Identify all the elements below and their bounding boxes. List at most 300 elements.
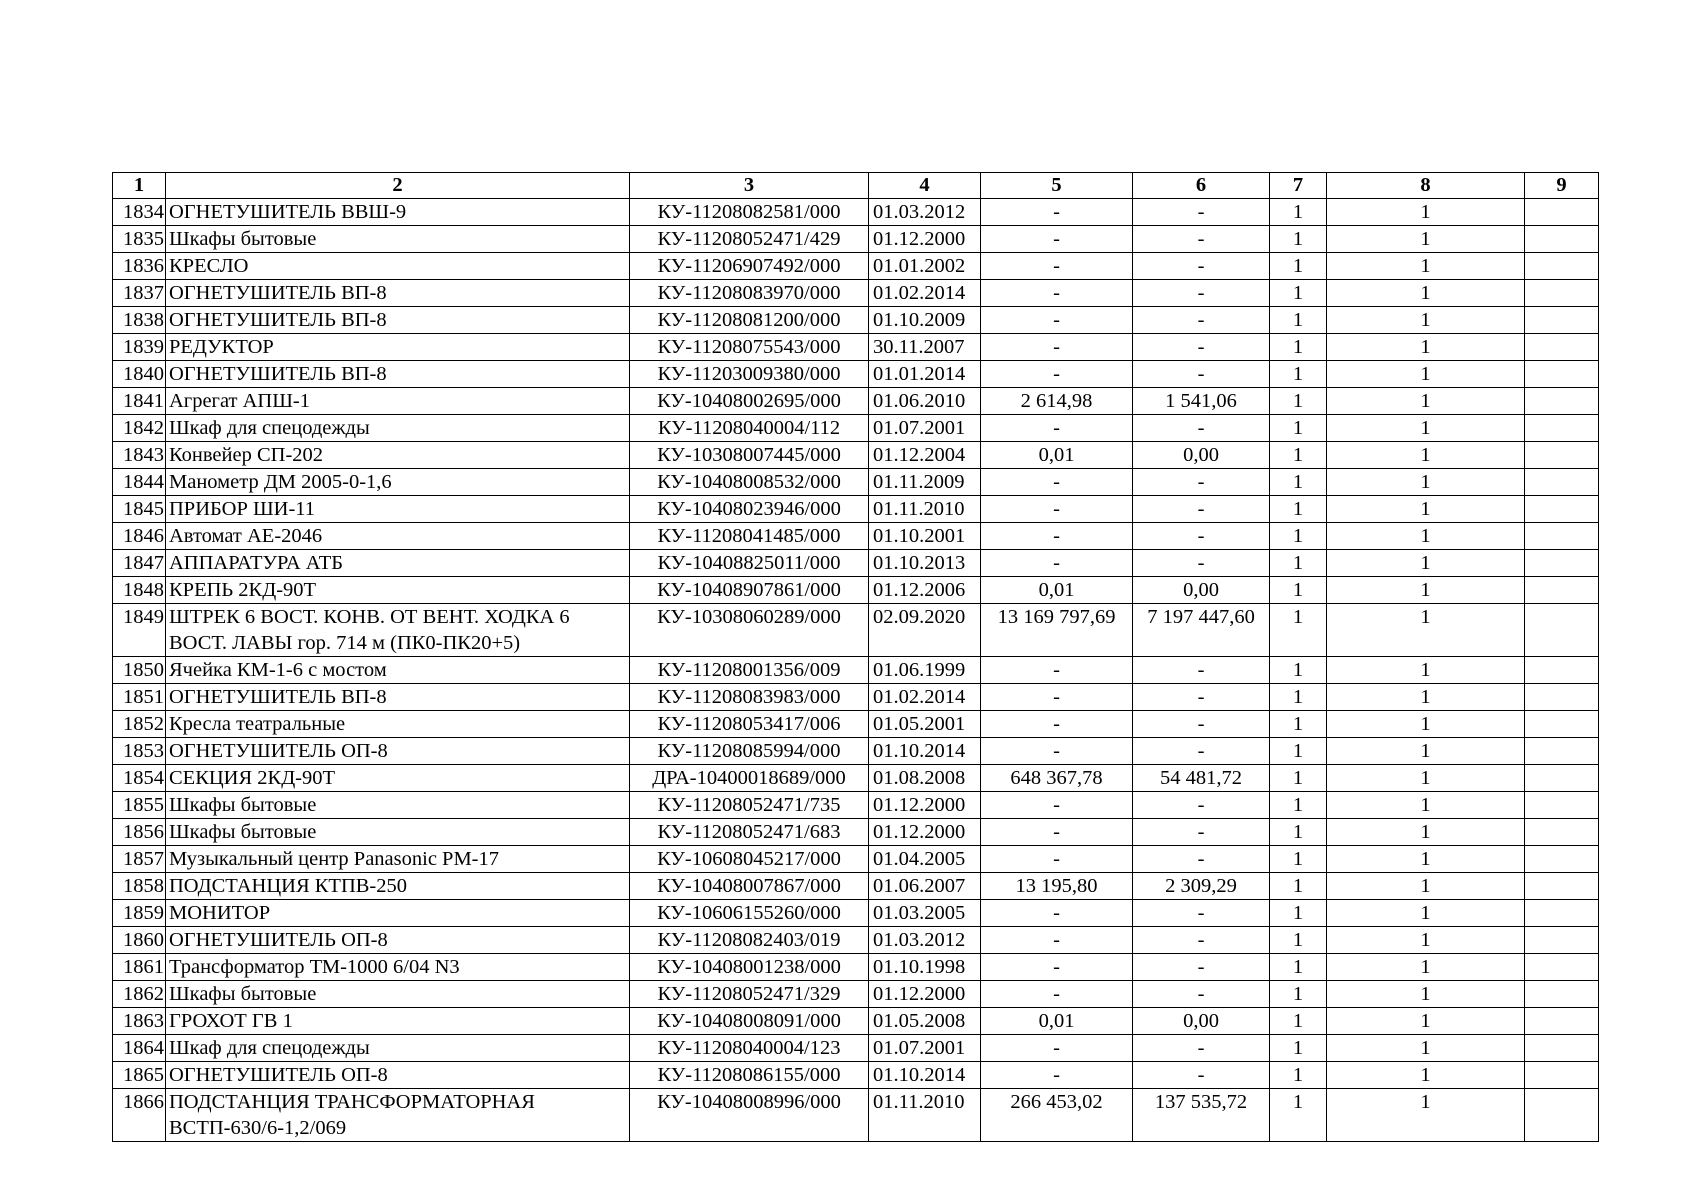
row-number-cell: 1865 [113,1062,166,1089]
initial-cost-cell: - [981,684,1133,711]
table-row [113,1089,1599,1142]
quantity-cell: 1 [1270,199,1327,226]
actual-quantity-cell: 1 [1327,765,1525,792]
note-cell [1525,388,1599,415]
asset-name-cell: РЕДУКТОР [166,334,630,361]
inventory-number-cell: КУ-11208040004/112 [630,415,869,442]
residual-value-cell: - [1133,253,1270,280]
quantity-cell: 1 [1270,307,1327,334]
residual-value-cell: - [1133,792,1270,819]
asset-name-cell: ОГНЕТУШИТЕЛЬ ОП-8 [166,738,630,765]
residual-value-cell: - [1133,684,1270,711]
table-row [113,846,1599,873]
quantity-cell: 1 [1270,954,1327,981]
row-number-cell: 1841 [113,388,166,415]
residual-value-cell: - [1133,226,1270,253]
asset-name-cell: Ячейка КМ-1-6 с мостом [166,657,630,684]
row-number-cell: 1863 [113,1008,166,1035]
table-row [113,550,1599,577]
asset-name-cell: Шкафы бытовые [166,981,630,1008]
table-row [113,1035,1599,1062]
initial-cost-cell: - [981,1062,1133,1089]
date-cell: 01.10.2014 [869,738,981,765]
date-cell: 01.11.2010 [869,496,981,523]
date-cell: 01.10.2013 [869,550,981,577]
note-cell [1525,226,1599,253]
actual-quantity-cell: 1 [1327,307,1525,334]
note-cell [1525,415,1599,442]
date-cell: 01.11.2010 [869,1089,981,1142]
quantity-cell: 1 [1270,927,1327,954]
note-cell [1525,846,1599,873]
quantity-cell: 1 [1270,657,1327,684]
row-number-cell: 1844 [113,469,166,496]
actual-quantity-cell: 1 [1327,577,1525,604]
actual-quantity-cell: 1 [1327,657,1525,684]
inventory-number-cell: КУ-10408008091/000 [630,1008,869,1035]
quantity-cell: 1 [1270,253,1327,280]
residual-value-cell: 0,00 [1133,577,1270,604]
date-cell: 01.05.2001 [869,711,981,738]
actual-quantity-cell: 1 [1327,927,1525,954]
asset-name-cell: Автомат АЕ-2046 [166,523,630,550]
quantity-cell: 1 [1270,334,1327,361]
note-cell [1525,1008,1599,1035]
actual-quantity-cell: 1 [1327,1035,1525,1062]
quantity-cell: 1 [1270,873,1327,900]
asset-name-cell: ОГНЕТУШИТЕЛЬ ВВШ-9 [166,199,630,226]
initial-cost-cell: - [981,900,1133,927]
quantity-cell: 1 [1270,415,1327,442]
actual-quantity-cell: 1 [1327,981,1525,1008]
asset-name-cell: Кресла театральные [166,711,630,738]
actual-quantity-cell: 1 [1327,469,1525,496]
residual-value-cell: - [1133,307,1270,334]
actual-quantity-cell: 1 [1327,738,1525,765]
initial-cost-cell: - [981,927,1133,954]
note-cell [1525,819,1599,846]
residual-value-cell: 0,00 [1133,1008,1270,1035]
initial-cost-cell: - [981,523,1133,550]
asset-name-cell: СЕКЦИЯ 2КД-90Т [166,765,630,792]
inventory-number-cell: КУ-10308007445/000 [630,442,869,469]
table-row [113,927,1599,954]
residual-value-cell: - [1133,469,1270,496]
table-row [113,226,1599,253]
asset-name-cell: Шкафы бытовые [166,792,630,819]
table-row [113,819,1599,846]
date-cell: 01.10.2014 [869,1062,981,1089]
date-cell: 01.12.2000 [869,819,981,846]
inventory-number-cell: КУ-11208075543/000 [630,334,869,361]
asset-name-cell: ОГНЕТУШИТЕЛЬ ВП-8 [166,280,630,307]
actual-quantity-cell: 1 [1327,954,1525,981]
initial-cost-cell: - [981,226,1133,253]
row-number-cell: 1861 [113,954,166,981]
residual-value-cell: - [1133,334,1270,361]
inventory-number-cell: КУ-10408907861/000 [630,577,869,604]
note-cell [1525,900,1599,927]
inventory-number-cell: КУ-11208082403/019 [630,927,869,954]
quantity-cell: 1 [1270,496,1327,523]
note-cell [1525,469,1599,496]
residual-value-cell: - [1133,819,1270,846]
actual-quantity-cell: 1 [1327,846,1525,873]
initial-cost-cell: - [981,846,1133,873]
table-row [113,1008,1599,1035]
residual-value-cell: - [1133,523,1270,550]
inventory-number-cell: КУ-11208086155/000 [630,1062,869,1089]
actual-quantity-cell: 1 [1327,415,1525,442]
asset-name-cell: ГРОХОТ ГВ 1 [166,1008,630,1035]
initial-cost-cell: - [981,469,1133,496]
initial-cost-cell: - [981,738,1133,765]
date-cell: 01.12.2006 [869,577,981,604]
inventory-number-cell: КУ-10408825011/000 [630,550,869,577]
note-cell [1525,765,1599,792]
quantity-cell: 1 [1270,523,1327,550]
quantity-cell: 1 [1270,684,1327,711]
row-number-cell: 1835 [113,226,166,253]
inventory-number-cell: КУ-10608045217/000 [630,846,869,873]
date-cell: 01.12.2004 [869,442,981,469]
inventory-number-cell: КУ-11208041485/000 [630,523,869,550]
row-number-cell: 1856 [113,819,166,846]
initial-cost-cell: - [981,792,1133,819]
residual-value-cell: - [1133,981,1270,1008]
asset-name-cell: Музыкальный центр Panasonic PM-17 [166,846,630,873]
initial-cost-cell: - [981,415,1133,442]
row-number-cell: 1850 [113,657,166,684]
table-row [113,253,1599,280]
actual-quantity-cell: 1 [1327,792,1525,819]
table-body [113,199,1599,1142]
residual-value-cell: - [1133,1035,1270,1062]
note-cell [1525,711,1599,738]
asset-table [112,172,1599,1142]
initial-cost-cell: - [981,1035,1133,1062]
asset-name-cell: ОГНЕТУШИТЕЛЬ ВП-8 [166,361,630,388]
inventory-number-cell: КУ-10408001238/000 [630,954,869,981]
inventory-number-cell: КУ-11208053417/006 [630,711,869,738]
row-number-cell: 1834 [113,199,166,226]
asset-name-cell: ОГНЕТУШИТЕЛЬ ВП-8 [166,684,630,711]
initial-cost-cell: 0,01 [981,1008,1133,1035]
residual-value-cell: 0,00 [1133,442,1270,469]
row-number-cell: 1836 [113,253,166,280]
actual-quantity-cell: 1 [1327,550,1525,577]
table-row [113,873,1599,900]
column-header-1: 1 [113,173,166,199]
column-header-5: 5 [981,173,1133,199]
date-cell: 01.10.1998 [869,954,981,981]
actual-quantity-cell: 1 [1327,361,1525,388]
actual-quantity-cell: 1 [1327,199,1525,226]
inventory-number-cell: КУ-11206907492/000 [630,253,869,280]
asset-name-cell: АППАРАТУРА АТБ [166,550,630,577]
initial-cost-cell: - [981,550,1133,577]
residual-value-cell: - [1133,415,1270,442]
note-cell [1525,199,1599,226]
inventory-number-cell: КУ-11208052471/683 [630,819,869,846]
inventory-number-cell: КУ-10408008996/000 [630,1089,869,1142]
note-cell [1525,981,1599,1008]
asset-name-cell: Шкаф для спецодежды [166,415,630,442]
quantity-cell: 1 [1270,1062,1327,1089]
actual-quantity-cell: 1 [1327,1008,1525,1035]
note-cell [1525,523,1599,550]
table-row [113,738,1599,765]
asset-name-cell: ОГНЕТУШИТЕЛЬ ОП-8 [166,927,630,954]
table-row [113,657,1599,684]
date-cell: 01.11.2009 [869,469,981,496]
asset-name-cell: Шкафы бытовые [166,226,630,253]
table-row [113,981,1599,1008]
note-cell [1525,657,1599,684]
asset-name-cell: ПОДСТАНЦИЯ ТРАНСФОРМАТОРНАЯ ВСТП-630/6-1,2/069 [166,1089,630,1142]
actual-quantity-cell: 1 [1327,388,1525,415]
note-cell [1525,253,1599,280]
inventory-number-cell: КУ-11208082581/000 [630,199,869,226]
inventory-number-cell: КУ-10408008532/000 [630,469,869,496]
date-cell: 01.04.2005 [869,846,981,873]
residual-value-cell: - [1133,280,1270,307]
table-row [113,496,1599,523]
date-cell: 01.05.2008 [869,1008,981,1035]
asset-name-cell: Трансформатор ТМ-1000 6/04 N3 [166,954,630,981]
actual-quantity-cell: 1 [1327,280,1525,307]
date-cell: 01.12.2000 [869,792,981,819]
date-cell: 02.09.2020 [869,604,981,657]
actual-quantity-cell: 1 [1327,900,1525,927]
note-cell [1525,684,1599,711]
quantity-cell: 1 [1270,469,1327,496]
inventory-number-cell: КУ-11208052471/429 [630,226,869,253]
residual-value-cell: 54 481,72 [1133,765,1270,792]
row-number-cell: 1855 [113,792,166,819]
residual-value-cell: - [1133,738,1270,765]
date-cell: 01.07.2001 [869,415,981,442]
actual-quantity-cell: 1 [1327,253,1525,280]
residual-value-cell: - [1133,361,1270,388]
row-number-cell: 1837 [113,280,166,307]
table-row [113,199,1599,226]
date-cell: 01.10.2009 [869,307,981,334]
residual-value-cell: - [1133,199,1270,226]
residual-value-cell: - [1133,927,1270,954]
column-header-6: 6 [1133,173,1270,199]
note-cell [1525,604,1599,657]
inventory-number-cell: КУ-10408002695/000 [630,388,869,415]
quantity-cell: 1 [1270,765,1327,792]
inventory-number-cell: КУ-11208081200/000 [630,307,869,334]
quantity-cell: 1 [1270,846,1327,873]
note-cell [1525,873,1599,900]
quantity-cell: 1 [1270,442,1327,469]
inventory-number-cell: КУ-10408007867/000 [630,873,869,900]
quantity-cell: 1 [1270,577,1327,604]
initial-cost-cell: - [981,361,1133,388]
row-number-cell: 1849 [113,604,166,657]
initial-cost-cell: - [981,711,1133,738]
table-row [113,523,1599,550]
row-number-cell: 1842 [113,415,166,442]
asset-name-cell: КРЕПЬ 2КД-90Т [166,577,630,604]
asset-register-page [112,172,1598,1142]
date-cell: 01.12.2000 [869,981,981,1008]
actual-quantity-cell: 1 [1327,684,1525,711]
column-header-3: 3 [630,173,869,199]
row-number-cell: 1858 [113,873,166,900]
row-number-cell: 1857 [113,846,166,873]
table-row [113,361,1599,388]
date-cell: 01.03.2012 [869,927,981,954]
initial-cost-cell: - [981,819,1133,846]
table-row [113,442,1599,469]
note-cell [1525,496,1599,523]
row-number-cell: 1851 [113,684,166,711]
asset-name-cell: ПРИБОР ШИ-11 [166,496,630,523]
inventory-number-cell: КУ-11208083970/000 [630,280,869,307]
actual-quantity-cell: 1 [1327,1089,1525,1142]
asset-name-cell: Конвейер СП-202 [166,442,630,469]
actual-quantity-cell: 1 [1327,523,1525,550]
actual-quantity-cell: 1 [1327,711,1525,738]
asset-name-cell: Агрегат АПШ-1 [166,388,630,415]
note-cell [1525,361,1599,388]
row-number-cell: 1866 [113,1089,166,1142]
quantity-cell: 1 [1270,711,1327,738]
row-number-cell: 1859 [113,900,166,927]
initial-cost-cell: - [981,307,1133,334]
quantity-cell: 1 [1270,1008,1327,1035]
row-number-cell: 1848 [113,577,166,604]
note-cell [1525,280,1599,307]
inventory-number-cell: КУ-10606155260/000 [630,900,869,927]
date-cell: 01.10.2001 [869,523,981,550]
residual-value-cell: - [1133,1062,1270,1089]
residual-value-cell: - [1133,846,1270,873]
inventory-number-cell: КУ-11208040004/123 [630,1035,869,1062]
row-number-cell: 1843 [113,442,166,469]
date-cell: 01.08.2008 [869,765,981,792]
note-cell [1525,1062,1599,1089]
table-row [113,711,1599,738]
column-header-4: 4 [869,173,981,199]
asset-name-cell: МОНИТОР [166,900,630,927]
actual-quantity-cell: 1 [1327,604,1525,657]
row-number-cell: 1846 [113,523,166,550]
table-header-row [113,173,1599,199]
quantity-cell: 1 [1270,738,1327,765]
date-cell: 01.03.2005 [869,900,981,927]
actual-quantity-cell: 1 [1327,496,1525,523]
table-row [113,334,1599,361]
asset-name-cell: Шкаф для спецодежды [166,1035,630,1062]
table-row [113,684,1599,711]
quantity-cell: 1 [1270,819,1327,846]
note-cell [1525,550,1599,577]
asset-name-cell: ОГНЕТУШИТЕЛЬ ВП-8 [166,307,630,334]
quantity-cell: 1 [1270,1089,1327,1142]
initial-cost-cell: 2 614,98 [981,388,1133,415]
initial-cost-cell: - [981,199,1133,226]
initial-cost-cell: - [981,496,1133,523]
residual-value-cell: - [1133,550,1270,577]
initial-cost-cell: - [981,253,1133,280]
table-row [113,1062,1599,1089]
date-cell: 01.01.2014 [869,361,981,388]
note-cell [1525,954,1599,981]
asset-name-cell: ОГНЕТУШИТЕЛЬ ОП-8 [166,1062,630,1089]
note-cell [1525,927,1599,954]
residual-value-cell: - [1133,496,1270,523]
note-cell [1525,1035,1599,1062]
initial-cost-cell: 0,01 [981,577,1133,604]
date-cell: 01.02.2014 [869,684,981,711]
table-row [113,415,1599,442]
inventory-number-cell: КУ-11208052471/735 [630,792,869,819]
actual-quantity-cell: 1 [1327,334,1525,361]
asset-name-cell: ПОДСТАНЦИЯ КТПВ-250 [166,873,630,900]
initial-cost-cell: 13 169 797,69 [981,604,1133,657]
row-number-cell: 1860 [113,927,166,954]
inventory-number-cell: КУ-11208052471/329 [630,981,869,1008]
note-cell [1525,792,1599,819]
table-row [113,900,1599,927]
note-cell [1525,307,1599,334]
date-cell: 01.12.2000 [869,226,981,253]
inventory-number-cell: КУ-11208083983/000 [630,684,869,711]
row-number-cell: 1847 [113,550,166,577]
residual-value-cell: 137 535,72 [1133,1089,1270,1142]
row-number-cell: 1864 [113,1035,166,1062]
residual-value-cell: - [1133,711,1270,738]
quantity-cell: 1 [1270,550,1327,577]
row-number-cell: 1845 [113,496,166,523]
actual-quantity-cell: 1 [1327,819,1525,846]
initial-cost-cell: - [981,657,1133,684]
asset-name-cell: Шкафы бытовые [166,819,630,846]
quantity-cell: 1 [1270,1035,1327,1062]
inventory-number-cell: ДРА-10400018689/000 [630,765,869,792]
asset-name-cell: ШТРЕК 6 ВОСТ. КОНВ. ОТ ВЕНТ. ХОДКА 6 ВОСТ. ЛАВЫ гор. 714 м (ПК0-ПК20+5) [166,604,630,657]
column-header-7: 7 [1270,173,1327,199]
table-row [113,388,1599,415]
column-header-8: 8 [1327,173,1525,199]
initial-cost-cell: - [981,280,1133,307]
note-cell [1525,738,1599,765]
inventory-number-cell: КУ-11208001356/009 [630,657,869,684]
quantity-cell: 1 [1270,361,1327,388]
quantity-cell: 1 [1270,388,1327,415]
residual-value-cell: - [1133,657,1270,684]
asset-name-cell: КРЕСЛО [166,253,630,280]
initial-cost-cell: 0,01 [981,442,1133,469]
residual-value-cell: 2 309,29 [1133,873,1270,900]
quantity-cell: 1 [1270,280,1327,307]
table-row [113,469,1599,496]
table-row [113,792,1599,819]
residual-value-cell: - [1133,954,1270,981]
table-row [113,604,1599,657]
date-cell: 01.02.2014 [869,280,981,307]
actual-quantity-cell: 1 [1327,1062,1525,1089]
inventory-number-cell: КУ-11208085994/000 [630,738,869,765]
table-row [113,577,1599,604]
row-number-cell: 1840 [113,361,166,388]
quantity-cell: 1 [1270,226,1327,253]
